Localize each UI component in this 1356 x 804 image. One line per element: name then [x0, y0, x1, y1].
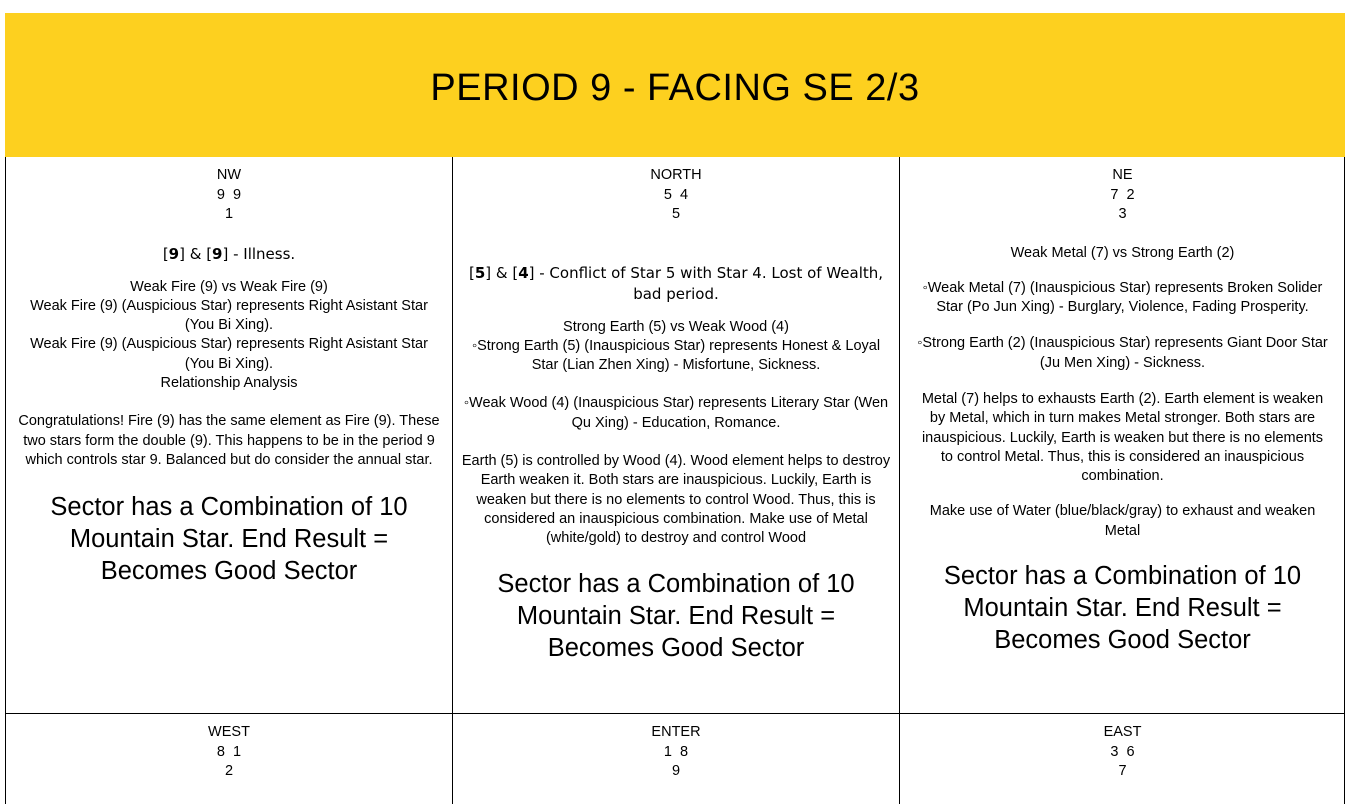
sector-name: NW: [216, 167, 242, 183]
sector-nw: [6, 157, 452, 713]
pair-star-a: 9: [168, 244, 180, 263]
star-pair-line: [5] & [4] - Conflict of Star 5 with Star 4. Lost of Wealth, bad period.: [468, 263, 884, 303]
sector-name: NE: [1112, 167, 1133, 183]
element-comparison: Weak Metal (7) vs Strong Earth (2): [1010, 244, 1235, 261]
relationship-analysis: Metal (7) helps to exhausts Earth (2). Earth element is weaken by Metal, which in turn makes Metal stronger. Both stars are inauspicious. Luckily, Earth is weaken but there is no elements to control Metal. Thus, this is considered an inauspicious combination.: [921, 390, 1324, 485]
sector-name: EAST: [1103, 724, 1142, 740]
star-description-1: ◦Weak Metal (7) (Inauspicious Star) represents Broken Solider Star (Po Jun Xing) - Burglary, Violence, Fading Prosperity.: [922, 279, 1323, 316]
sector-center: [452, 713, 899, 804]
sector-body: [6, 225, 452, 588]
sector-header: [6, 714, 452, 782]
sector-stars: 8 1: [216, 743, 242, 760]
star-description-2: ◦Weak Wood (4) (Inauspicious Star) represents Literary Star (Wen Qu Xing) - Education, Romance.: [463, 395, 889, 431]
pair-star-a: 5: [474, 263, 486, 282]
sector-name: NORTH: [650, 167, 702, 183]
relationship-analysis: Congratulations! Fire (9) has the same element as Fire (9). These two stars form the double (9). This happens to be in the period 9 which controls star 9. Balanced but do consider the annual star.: [18, 413, 440, 468]
sector-result: Sector has a Combination of 10 Mountain Star. End Result = Becomes Good Sector: [943, 562, 1302, 655]
sector-period-star: 7: [1118, 763, 1127, 779]
star-pair-line: [9] & [9] - Illness.: [162, 244, 296, 263]
sector-period-star: 3: [1118, 206, 1127, 222]
sector-body: [453, 225, 899, 665]
pair-star-b: 4: [518, 263, 529, 282]
pair-description: - Conflict of Star 5 with Star 4. Lost of Wealth, bad period.: [534, 263, 884, 303]
sector-ne: [899, 157, 1345, 713]
relationship-analysis: Earth (5) is controlled by Wood (4). Wood element helps to destroy Earth weaken it. Both stars are inauspicious. Luckily, Earth is weaken but there is no elements to control Wood. Thus, this is considered an inauspicious combination. Make use of Metal (white/gold) to destroy and control Wood: [461, 452, 891, 547]
sector-period-star: 9: [671, 763, 681, 779]
remedy: Make use of Water (blue/black/gray) to exhaust and weaken Metal: [929, 503, 1316, 539]
sector-stars: 3 6: [1110, 743, 1135, 760]
sector-result: Sector has a Combination of 10 Mountain Star. End Result = Becomes Good Sector: [497, 570, 855, 663]
element-comparison: Weak Fire (9) vs Weak Fire (9): [130, 278, 328, 295]
sector-header: [6, 157, 452, 225]
sector-body: [900, 225, 1345, 657]
star-description-1: Weak Fire (9) (Auspicious Star) represents Right Asistant Star (You Bi Xing).: [30, 297, 428, 334]
sector-period-star: 1: [224, 206, 234, 222]
sector-stars: 1 8: [663, 743, 689, 760]
sector-period-star: 2: [224, 763, 234, 779]
relationship-heading: Relationship Analysis: [160, 374, 298, 391]
pair-star-b: 9: [212, 244, 223, 263]
star-description-2: ◦Strong Earth (2) (Inauspicious Star) represents Giant Door Star (Ju Men Xing) - Sickness.: [917, 335, 1328, 371]
sector-west: [6, 713, 452, 804]
sector-header: [900, 714, 1345, 782]
star-description-1: ◦Strong Earth (5) (Inauspicious Star) represents Honest & Loyal Star (Lian Zhen Xing) - Misfortune, Sickness.: [471, 337, 881, 374]
sector-period-star: 5: [671, 206, 681, 222]
title-banner: [5, 13, 1345, 157]
sector-name: ENTER: [651, 724, 701, 740]
sector-stars: 9 9: [216, 186, 242, 203]
star-description-2: Weak Fire (9) (Auspicious Star) represents Right Asistant Star (You Bi Xing).: [30, 336, 428, 372]
sector-stars: 7 2: [1110, 186, 1135, 203]
sector-header: [900, 157, 1345, 225]
sector-header: [453, 714, 899, 782]
element-comparison: Strong Earth (5) vs Weak Wood (4): [563, 318, 789, 335]
sector-grid: [5, 157, 1345, 804]
sector-result: Sector has a Combination of 10 Mountain Star. End Result = Becomes Good Sector: [50, 493, 408, 586]
pair-description: - Illness.: [228, 244, 296, 263]
page-title: PERIOD 9 - FACING SE 2/3: [430, 66, 920, 109]
sector-north: [452, 157, 899, 713]
sector-header: [453, 157, 899, 225]
sector-east: [899, 713, 1345, 804]
sector-stars: 5 4: [663, 186, 689, 203]
sector-name: WEST: [208, 724, 250, 740]
